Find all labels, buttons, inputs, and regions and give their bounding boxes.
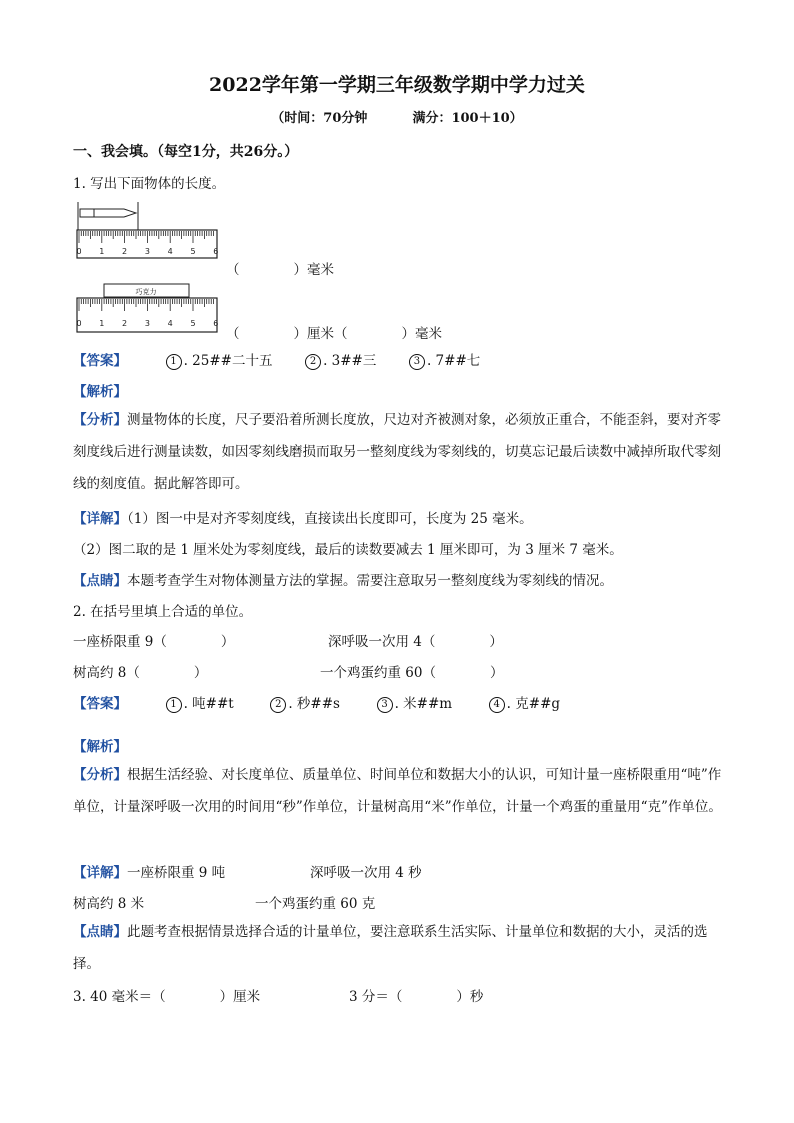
- ruler-number: 1: [99, 319, 105, 328]
- ruler-number: 0: [76, 319, 82, 328]
- ruler-number: 3: [144, 247, 150, 256]
- q3-blank-seconds[interactable]: 3 分＝（ ）秒: [349, 989, 484, 1005]
- exam-info: [0, 107, 794, 126]
- page-title: 2022学年第一学期三年级数学期中学力过关: [209, 74, 585, 96]
- ruler-number: 4: [167, 319, 173, 328]
- ruler-number: 0: [76, 247, 82, 256]
- ruler-number: 6: [213, 319, 219, 328]
- ruler-number: 6: [213, 247, 219, 256]
- q3-blank-mm[interactable]: 3. 40 毫米＝（ ）厘米: [73, 989, 261, 1005]
- q2-answer-3: 3 . 米##m: [377, 696, 453, 712]
- q1-xiangjie-2: （2）图二取的是 1 厘米处为零刻度线，最后的读数要减去 1 厘米即可，为 3 厘米 7 毫米。: [73, 542, 623, 558]
- q2-answer-1: 1 . 吨##t: [166, 696, 234, 712]
- q1-analysis-tag: 【解析】: [73, 384, 127, 400]
- q1-prompt: 1. 写出下面物体的长度。: [73, 176, 226, 192]
- ruler-figure-1: [76, 202, 220, 264]
- q1-answer-2: 2 . 3##三: [305, 353, 376, 369]
- pencil-object: [78, 202, 138, 230]
- q2-answer-2: 2 . 秒##s: [270, 696, 340, 712]
- section-heading: 一、我会填。（每空1分，共26分。）: [73, 144, 299, 160]
- q1-fig2-blank[interactable]: （ ）厘米（ ）毫米: [226, 326, 442, 342]
- q2-answer-4: 4 . 克##g: [489, 696, 560, 712]
- ruler-number: 2: [122, 247, 128, 256]
- ruler-number: 5: [190, 319, 196, 328]
- q2-blank-tree[interactable]: 树高约 8（ ）: [73, 665, 208, 681]
- chocolate-label: 巧克力: [135, 288, 157, 296]
- q2-analysis-tag: 【解析】: [73, 739, 127, 755]
- q1-xiangjie-1: 【详解】（1）图一中是对齐零刻度线，直接读出长度即可，长度为 25 毫米。: [73, 511, 533, 527]
- answer-tag: 【答案】: [73, 353, 127, 369]
- q2-xiangjie-row1: 【详解】一座桥限重 9 吨: [73, 865, 226, 881]
- ruler-number: 2: [122, 319, 128, 328]
- ruler-figure-2: [76, 282, 220, 336]
- ruler-number: 5: [190, 247, 196, 256]
- q2-xiangjie-tree: 树高约 8 米: [73, 896, 145, 912]
- q2-xiangjie-breath: 深呼吸一次用 4 秒: [310, 865, 422, 881]
- q2-dianjing: 【点睛】此题考查根据情景选择合适的计量单位，要注意联系生活实际、计量单位和数据的大小，灵活的选择。: [73, 924, 708, 972]
- ruler-number: 4: [167, 247, 173, 256]
- q1-fig1-blank[interactable]: （ ）毫米: [226, 262, 334, 278]
- q2-prompt: 2. 在括号里填上合适的单位。: [73, 604, 253, 620]
- q1-answer-1: 1 . 25##二十五: [166, 353, 273, 369]
- q1-answer-row: [73, 349, 480, 370]
- q2-blank-bridge[interactable]: 一座桥限重 9（ ）: [73, 634, 235, 650]
- q2-answer-row: 【答案】 1 . 吨##t 2 . 秒##s 3 . 米##m 4 . 克##g: [73, 696, 561, 712]
- total-score: 满分：100＋10）: [412, 111, 523, 126]
- q2-blank-egg[interactable]: 一个鸡蛋约重 60（ ）: [320, 665, 504, 681]
- q1-fenxi: 【分析】测量物体的长度，尺子要沿着所测长度放，尺边对齐被测对象，必须放正重合，不能歪斜，要对齐零刻度线后进行测量读数，如因零刻线磨损而取另一整刻度线为零刻线的，切莫忘记最后读数中减掉所取代零刻线的刻度值。据此解答即可。: [73, 412, 721, 492]
- q2-xiangjie-egg: 一个鸡蛋约重 60 克: [255, 896, 376, 912]
- q1-answer-3: 3 . 7##七: [409, 353, 480, 369]
- ruler-number: 3: [144, 319, 150, 328]
- q1-dianjing: 【点睛】本题考查学生对物体测量方法的掌握。需要注意取另一整刻度线为零刻线的情况。: [73, 573, 613, 589]
- q2-fenxi: 【分析】根据生活经验、对长度单位、质量单位、时间单位和数据大小的认识，可知计量一座桥限重用“吨”作单位，计量深呼吸一次用的时间用“秒”作单位，计量树高用“米”作单位，计量一个鸡蛋的重量用“克”作单位。: [73, 767, 722, 815]
- ruler-number: 1: [99, 247, 105, 256]
- time-limit: （时间：70分钟: [271, 111, 368, 126]
- q2-blank-breath[interactable]: 深呼吸一次用 4（ ）: [328, 634, 503, 650]
